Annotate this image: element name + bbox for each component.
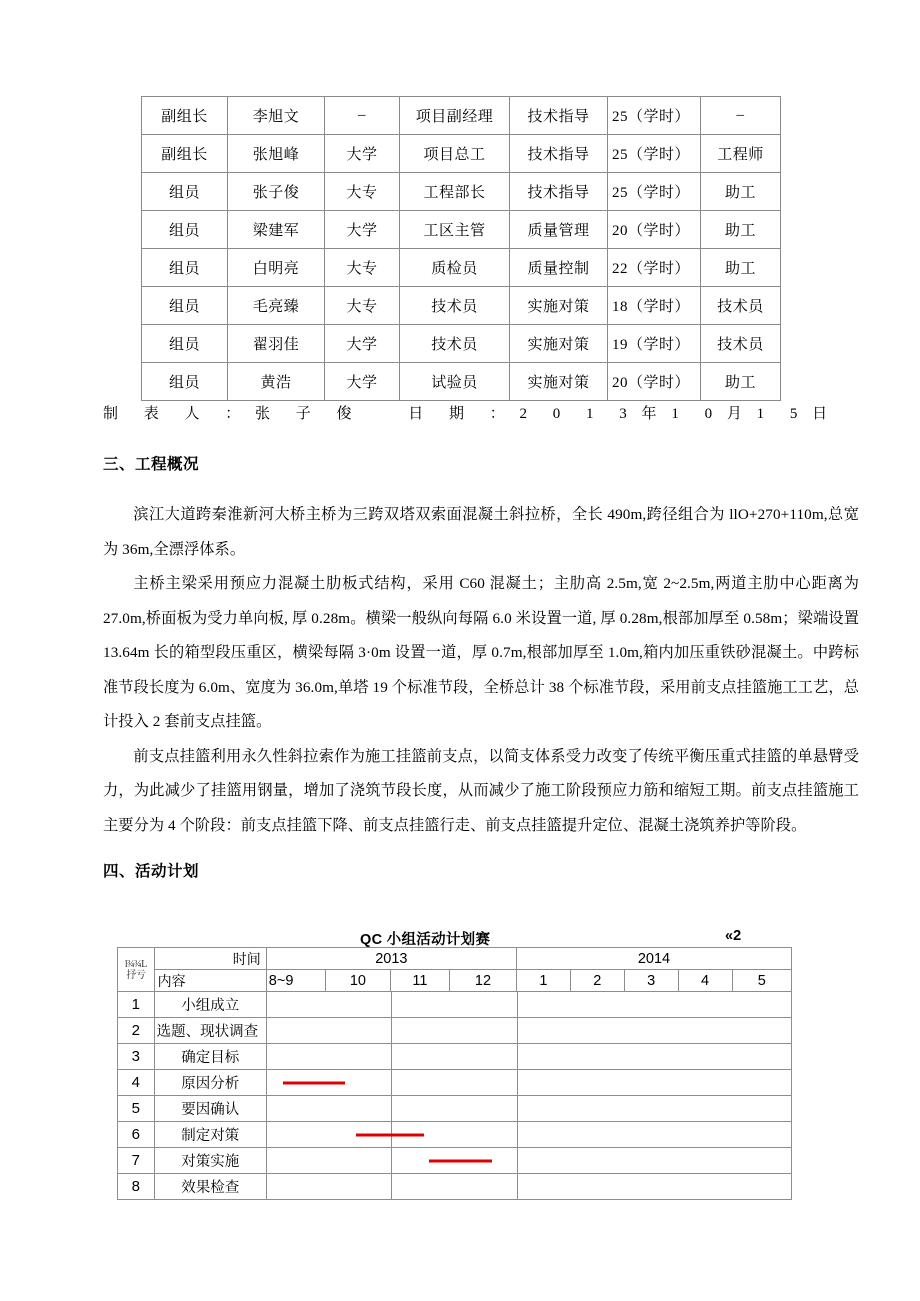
member-cell-position: 质检员 — [400, 249, 510, 287]
member-cell-education: 大专 — [325, 287, 400, 325]
member-cell-duty: 质量控制 — [510, 249, 608, 287]
maker-name: 张 子 俊 — [255, 406, 363, 422]
gantt-task-row — [118, 1070, 792, 1096]
member-cell-title: 助工 — [701, 173, 781, 211]
member-cell-name: 梁建军 — [228, 211, 325, 249]
member-cell-name: 翟羽佳 — [228, 325, 325, 363]
gantt-row-timeline — [266, 1096, 791, 1122]
member-cell-role: 组员 — [142, 211, 228, 249]
member-cell-role: 组员 — [142, 287, 228, 325]
date-month-unit: 月 — [726, 406, 753, 422]
member-cell-title: 工程师 — [701, 135, 781, 173]
member-cell-role: 组员 — [142, 173, 228, 211]
table-row — [142, 249, 781, 287]
table-row — [142, 97, 781, 135]
table-row — [142, 363, 781, 401]
gantt-corner-line1: l¾¾L — [124, 958, 147, 970]
gantt-grid-line — [517, 1122, 518, 1147]
member-cell-role: 副组长 — [142, 135, 228, 173]
gantt-row-timeline — [266, 992, 791, 1018]
member-cell-education: 大专 — [325, 173, 400, 211]
member-cell-position: 工区主管 — [400, 211, 510, 249]
gantt-grid-line — [517, 1018, 518, 1043]
member-cell-duty: 质量管理 — [510, 211, 608, 249]
member-cell-title: 助工 — [701, 249, 781, 287]
gantt-row-timeline — [266, 1044, 791, 1070]
table-row — [142, 325, 781, 363]
gantt-task-row — [118, 1044, 792, 1070]
gantt-row-index: 1 — [118, 992, 155, 1018]
gantt-year-header: 2013 — [266, 948, 516, 970]
member-cell-name: 黄浩 — [228, 363, 325, 401]
gantt-bar — [429, 1159, 492, 1162]
member-cell-role: 副组长 — [142, 97, 228, 135]
gantt-row-index: 7 — [118, 1148, 155, 1174]
qc-activity-plan-table — [117, 947, 792, 1200]
qc-member-table-container — [141, 96, 780, 401]
member-cell-hours: 25（学时） — [608, 97, 701, 135]
gantt-grid-line — [517, 1174, 518, 1199]
maker-date-line — [103, 402, 843, 423]
gantt-row-task: 选题、现状调查 — [154, 1018, 266, 1044]
gantt-grid-line — [391, 1018, 392, 1043]
gantt-row-timeline — [266, 1070, 791, 1096]
member-cell-hours: 18（学时） — [608, 287, 701, 325]
date-month: 1 0 — [671, 406, 724, 422]
member-cell-title: 技术员 — [701, 287, 781, 325]
gantt-row-task: 原因分析 — [154, 1070, 266, 1096]
member-cell-hours: 25（学时） — [608, 135, 701, 173]
gantt-month-header: 2 — [570, 970, 624, 992]
gantt-year-header: 2014 — [516, 948, 791, 970]
member-cell-duty: 技术指导 — [510, 135, 608, 173]
member-cell-education: 大专 — [325, 249, 400, 287]
gantt-bar — [283, 1081, 346, 1084]
gantt-row-index: 4 — [118, 1070, 155, 1096]
gantt-month-header: 5 — [732, 970, 791, 992]
member-cell-education: 大学 — [325, 363, 400, 401]
member-cell-role: 组员 — [142, 249, 228, 287]
date-day: 1 5 — [756, 406, 809, 422]
gantt-row-index: 3 — [118, 1044, 155, 1070]
gantt-grid-line — [517, 992, 518, 1017]
member-cell-name: 毛亮臻 — [228, 287, 325, 325]
date-year: 2 0 1 3 — [519, 406, 638, 422]
gantt-row-task: 小组成立 — [154, 992, 266, 1018]
section-heading-activity-plan: 四、活动计划 — [103, 863, 200, 880]
member-cell-title: – — [701, 97, 781, 135]
date-day-unit: 日 — [812, 406, 828, 422]
member-cell-duty: 技术指导 — [510, 173, 608, 211]
member-cell-hours: 20（学时） — [608, 363, 701, 401]
gantt-month-header: 11 — [390, 970, 449, 992]
gantt-month-header: 10 — [326, 970, 391, 992]
gantt-row-task: 要因确认 — [154, 1096, 266, 1122]
gantt-month-header: 1 — [516, 970, 570, 992]
gantt-month-header: 8~9 — [266, 970, 325, 992]
table-row — [142, 135, 781, 173]
gantt-grid-line — [391, 1096, 392, 1121]
gantt-task-row — [118, 1096, 792, 1122]
gantt-time-header: 时间 — [154, 948, 266, 970]
table-row — [142, 211, 781, 249]
gantt-row-timeline — [266, 1018, 791, 1044]
gantt-row-timeline — [266, 1174, 791, 1200]
gantt-row-task: 制定对策 — [154, 1122, 266, 1148]
gantt-header-row-years — [118, 948, 792, 970]
section-heading-project-overview: 三、工程概况 — [103, 456, 200, 473]
gantt-month-header: 12 — [450, 970, 517, 992]
member-cell-duty: 实施对策 — [510, 325, 608, 363]
member-cell-title: 技术员 — [701, 325, 781, 363]
gantt-corner-cell — [118, 948, 155, 992]
member-cell-role: 组员 — [142, 363, 228, 401]
table-row — [142, 287, 781, 325]
member-cell-title: 助工 — [701, 363, 781, 401]
gantt-content-header: 内容 — [154, 970, 266, 992]
member-cell-position: 试验员 — [400, 363, 510, 401]
date-year-unit: 年 — [641, 406, 668, 422]
member-cell-education: – — [325, 97, 400, 135]
gantt-month-header: 4 — [678, 970, 732, 992]
gantt-grid-line — [517, 1148, 518, 1173]
member-cell-duty: 技术指导 — [510, 97, 608, 135]
project-overview-body — [103, 498, 859, 843]
member-cell-name: 张旭峰 — [228, 135, 325, 173]
member-cell-education: 大学 — [325, 211, 400, 249]
gantt-row-task: 对策实施 — [154, 1148, 266, 1174]
member-cell-role: 组员 — [142, 325, 228, 363]
gantt-grid-line — [391, 1174, 392, 1199]
gantt-grid-line — [517, 1044, 518, 1069]
member-cell-position: 项目总工 — [400, 135, 510, 173]
member-cell-hours: 22（学时） — [608, 249, 701, 287]
member-cell-education: 大学 — [325, 135, 400, 173]
paragraph-3: 前支点挂篮利用永久性斜拉索作为施工挂篮前支点，以简支体系受力改变了传统平衡压重式挂篮的单悬臂受力，为此减少了挂篮用钢量，增加了浇筑节段长度，从而减少了施工阶段预应力筋和缩短工期。前支点挂篮施工主要分为 4 个阶段：前支点挂篮下降、前支点挂篮行走、前支点挂篮提升定位、混凝土浇筑养护等阶段。 — [103, 747, 859, 834]
gantt-row-task: 效果检查 — [154, 1174, 266, 1200]
member-cell-name: 李旭文 — [228, 97, 325, 135]
gantt-grid-line — [517, 1096, 518, 1121]
gantt-row-index: 5 — [118, 1096, 155, 1122]
member-cell-position: 工程部长 — [400, 173, 510, 211]
member-cell-name: 白明亮 — [228, 249, 325, 287]
member-cell-hours: 25（学时） — [608, 173, 701, 211]
member-cell-duty: 实施对策 — [510, 287, 608, 325]
member-cell-hours: 20（学时） — [608, 211, 701, 249]
member-cell-position: 技术员 — [400, 325, 510, 363]
gantt-chart-mark: «2 — [725, 928, 742, 944]
gantt-task-row — [118, 992, 792, 1018]
member-cell-name: 张子俊 — [228, 173, 325, 211]
member-cell-title: 助工 — [701, 211, 781, 249]
gantt-row-index: 6 — [118, 1122, 155, 1148]
gantt-month-header: 3 — [624, 970, 678, 992]
gantt-task-row — [118, 1018, 792, 1044]
date-label: 日 期 ： — [408, 406, 516, 422]
gantt-bar — [356, 1133, 424, 1136]
gantt-grid-line — [517, 1070, 518, 1095]
gantt-row-index: 2 — [118, 1018, 155, 1044]
gantt-task-row — [118, 1148, 792, 1174]
member-cell-education: 大学 — [325, 325, 400, 363]
member-cell-duty: 实施对策 — [510, 363, 608, 401]
gantt-task-row — [118, 1174, 792, 1200]
gantt-table-container — [117, 947, 792, 1200]
gantt-row-timeline — [266, 1148, 791, 1174]
gantt-row-task: 确定目标 — [154, 1044, 266, 1070]
maker-label: 制 表 人 ： — [103, 406, 252, 422]
gantt-grid-line — [391, 992, 392, 1017]
paragraph-1: 滨江大道跨秦淮新河大桥主桥为三跨双塔双索面混凝土斜拉桥，全长 490m,跨径组合为 llO+270+110m,总宽为 36m,全漂浮体系。 — [103, 506, 859, 558]
gantt-grid-line — [391, 1148, 392, 1173]
gantt-row-index: 8 — [118, 1174, 155, 1200]
gantt-task-row — [118, 1122, 792, 1148]
gantt-grid-line — [391, 1044, 392, 1069]
gantt-corner-line2: 抒亏 — [126, 969, 146, 981]
member-cell-position: 项目副经理 — [400, 97, 510, 135]
gantt-row-timeline — [266, 1122, 791, 1148]
member-cell-hours: 19（学时） — [608, 325, 701, 363]
member-cell-position: 技术员 — [400, 287, 510, 325]
gantt-chart-title: QC 小组活动计划赛 — [360, 932, 491, 948]
gantt-grid-line — [391, 1070, 392, 1095]
qc-member-table — [141, 96, 781, 401]
table-row — [142, 173, 781, 211]
gantt-header-row-months — [118, 970, 792, 992]
paragraph-2: 主桥主梁采用预应力混凝土肋板式结构，采用 C60 混凝土；主肋高 2.5m,宽 2~2.5m,两道主肋中心距离为 27.0m,桥面板为受力单向板, 厚 0.28m。横梁一般纵向每隔 6.0 米设置一道, 厚 0.28m,根部加厚至 0.58m；梁端设置 13.64m 长的箱型段压重区，横梁每隔 3·0m 设置一道，厚 0.7m,根部加厚至 1.0m,箱内加压重铁砂混凝土。中跨标准节段长度为 6.0m、宽度为 36.0m,单塔 19 个标准节段，全桥总计 38 个标准节段，采用前支点挂篮施工工艺，总计投入 2 套前支点挂篮。 — [103, 575, 859, 730]
